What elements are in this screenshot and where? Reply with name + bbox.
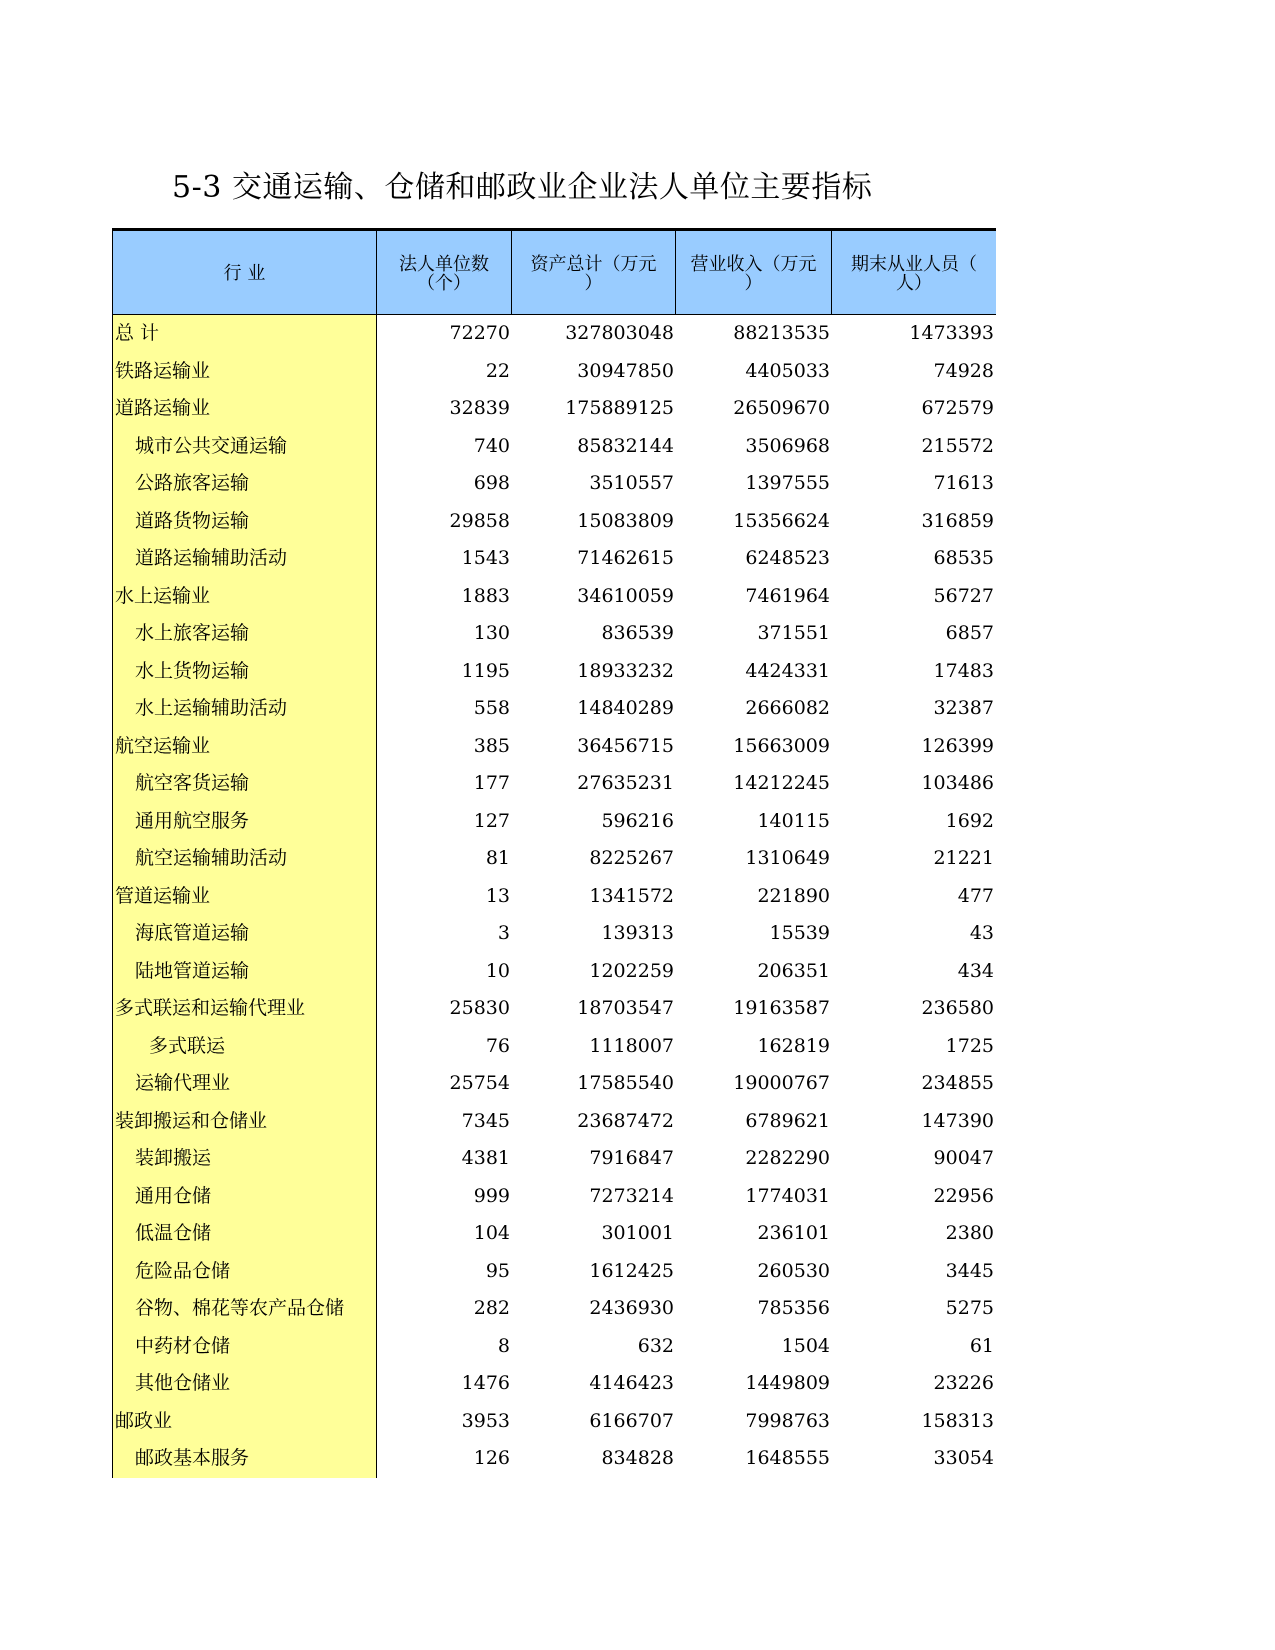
- row-units: 81: [485, 847, 510, 869]
- row-revenue: 2666082: [745, 697, 830, 719]
- row-assets: 8225267: [589, 847, 674, 869]
- row-industry-name: 其他仓储业: [112, 1365, 377, 1403]
- header-assets-line2: ）: [584, 272, 603, 294]
- table-header: [112, 231, 996, 315]
- row-revenue: 1774031: [745, 1184, 830, 1207]
- row-assets: 27635231: [577, 772, 674, 794]
- row-revenue: 236101: [757, 1222, 830, 1244]
- table-row: [112, 653, 996, 691]
- row-employees: 33054: [933, 1447, 994, 1469]
- row-assets: 834828: [601, 1447, 674, 1469]
- table-body: [112, 315, 996, 1478]
- table-row: [112, 428, 996, 466]
- table-row: [112, 1328, 996, 1366]
- row-industry-name: 水上旅客运输: [112, 615, 377, 653]
- table-row: [112, 503, 996, 541]
- row-assets: 17585540: [577, 1072, 674, 1094]
- row-revenue: 7461964: [745, 584, 830, 607]
- header-units-line1: 法人单位数: [399, 253, 489, 275]
- row-employees: 1725: [945, 1034, 994, 1057]
- table-row: [112, 1365, 996, 1403]
- row-revenue: 26509670: [733, 397, 830, 419]
- table-row: [112, 1178, 996, 1216]
- row-industry-name: 通用航空服务: [112, 803, 377, 841]
- row-employees: 316859: [921, 509, 994, 532]
- table-row: [112, 1065, 996, 1103]
- row-employees: 103486: [921, 772, 994, 794]
- row-units: 385: [473, 734, 510, 757]
- row-revenue: 206351: [757, 959, 830, 982]
- row-revenue: 19000767: [733, 1072, 830, 1094]
- row-units: 1476: [461, 1372, 510, 1394]
- row-units: 1883: [461, 584, 510, 607]
- table-row: [112, 690, 996, 728]
- row-assets: 1202259: [589, 959, 674, 982]
- data-table: [112, 228, 996, 1478]
- table-row: [112, 1403, 996, 1441]
- row-revenue: 6789621: [745, 1109, 830, 1132]
- header-assets: [512, 231, 676, 315]
- row-industry-name: 城市公共交通运输: [112, 428, 377, 466]
- row-employees: 2380: [945, 1222, 994, 1244]
- row-units: 740: [473, 434, 510, 457]
- row-employees: 126399: [921, 734, 994, 757]
- row-employees: 147390: [921, 1109, 994, 1132]
- row-revenue: 1449809: [745, 1372, 830, 1394]
- row-units: 104: [473, 1222, 510, 1244]
- table-row: [112, 1028, 996, 1066]
- row-revenue: 162819: [757, 1034, 830, 1057]
- row-revenue: 1397555: [745, 472, 830, 494]
- row-units: 130: [473, 622, 510, 644]
- row-assets: 632: [637, 1334, 674, 1357]
- row-industry-name: 道路运输辅助活动: [112, 540, 377, 578]
- row-employees: 61: [969, 1334, 994, 1357]
- row-industry-name: 运输代理业: [112, 1065, 377, 1103]
- row-industry-name: 道路货物运输: [112, 503, 377, 541]
- row-industry-name: 航空运输业: [112, 728, 377, 766]
- row-units: 10: [485, 959, 510, 982]
- row-units: 177: [473, 772, 510, 794]
- row-assets: 85832144: [577, 434, 674, 457]
- row-industry-name: 总 计: [112, 315, 377, 353]
- row-units: 1543: [461, 547, 510, 569]
- row-assets: 30947850: [577, 359, 674, 382]
- row-revenue: 15663009: [733, 734, 830, 757]
- table-row: [112, 1215, 996, 1253]
- row-employees: 71613: [933, 472, 994, 494]
- table-row: [112, 578, 996, 616]
- row-units: 8: [497, 1334, 510, 1357]
- row-revenue: 1504: [781, 1334, 830, 1357]
- row-assets: 596216: [601, 809, 674, 832]
- row-employees: 22956: [933, 1184, 994, 1207]
- header-industry-label: 行 业: [223, 263, 266, 284]
- row-units: 3953: [461, 1409, 510, 1432]
- row-revenue: 785356: [757, 1297, 830, 1319]
- row-revenue: 2282290: [745, 1147, 830, 1169]
- row-industry-name: 多式联运和运输代理业: [112, 990, 377, 1028]
- row-units: 95: [485, 1259, 510, 1282]
- row-industry-name: 谷物、棉花等农产品仓储: [112, 1290, 377, 1328]
- row-employees: 1692: [945, 809, 994, 832]
- row-units: 13: [485, 884, 510, 907]
- row-assets: 14840289: [577, 697, 674, 719]
- row-employees: 17483: [933, 659, 994, 682]
- row-industry-name: 邮政业: [112, 1403, 377, 1441]
- row-assets: 836539: [601, 622, 674, 644]
- row-revenue: 88213535: [733, 322, 830, 344]
- row-assets: 1118007: [589, 1034, 674, 1057]
- row-industry-name: 水上货物运输: [112, 653, 377, 691]
- row-assets: 1341572: [589, 884, 674, 907]
- row-units: 25754: [449, 1072, 510, 1094]
- table-row: [112, 728, 996, 766]
- row-industry-name: 通用仓储: [112, 1178, 377, 1216]
- row-revenue: 6248523: [745, 547, 830, 569]
- row-units: 72270: [449, 322, 510, 344]
- header-industry: [112, 231, 377, 315]
- row-industry-name: 铁路运输业: [112, 353, 377, 391]
- row-employees: 1473393: [909, 322, 994, 344]
- row-assets: 139313: [601, 922, 674, 944]
- row-assets: 4146423: [589, 1372, 674, 1394]
- table-row: [112, 1290, 996, 1328]
- header-employees-line2: 人）: [896, 272, 932, 294]
- header-assets-line1: 资产总计（万元: [530, 253, 657, 275]
- row-units: 25830: [449, 997, 510, 1019]
- row-industry-name: 航空客货运输: [112, 765, 377, 803]
- table-row: [112, 615, 996, 653]
- row-industry-name: 装卸搬运: [112, 1140, 377, 1178]
- table-row: [112, 540, 996, 578]
- row-revenue: 371551: [757, 622, 830, 644]
- row-revenue: 4405033: [745, 359, 830, 382]
- row-employees: 90047: [933, 1147, 994, 1169]
- table-row: [112, 1253, 996, 1291]
- row-employees: 434: [957, 959, 994, 982]
- row-assets: 71462615: [577, 547, 674, 569]
- row-industry-name: 道路运输业: [112, 390, 377, 428]
- row-units: 22: [485, 359, 510, 382]
- table-row: [112, 1103, 996, 1141]
- row-revenue: 19163587: [733, 997, 830, 1019]
- row-industry-name: 水上运输业: [112, 578, 377, 616]
- row-employees: 23226: [933, 1372, 994, 1394]
- row-revenue: 140115: [757, 809, 830, 832]
- table-row: [112, 465, 996, 503]
- row-industry-name: 装卸搬运和仓储业: [112, 1103, 377, 1141]
- row-assets: 36456715: [577, 734, 674, 757]
- row-revenue: 4424331: [745, 659, 830, 682]
- table-row: [112, 953, 996, 991]
- row-assets: 6166707: [589, 1409, 674, 1432]
- row-employees: 68535: [933, 547, 994, 569]
- table-row: [112, 1440, 996, 1478]
- row-industry-name: 水上运输辅助活动: [112, 690, 377, 728]
- row-employees: 158313: [921, 1409, 994, 1432]
- table-row: [112, 1140, 996, 1178]
- row-assets: 327803048: [565, 322, 674, 344]
- row-employees: 477: [957, 884, 994, 907]
- row-units: 698: [473, 472, 510, 494]
- header-units: [377, 231, 512, 315]
- row-industry-name: 多式联运: [112, 1028, 377, 1066]
- row-industry-name: 中药材仓储: [112, 1328, 377, 1366]
- row-revenue: 1648555: [745, 1447, 830, 1469]
- header-revenue: [676, 231, 832, 315]
- table-row: [112, 915, 996, 953]
- table-row: [112, 990, 996, 1028]
- row-revenue: 15356624: [733, 509, 830, 532]
- row-revenue: 221890: [757, 884, 830, 907]
- row-units: 1195: [461, 659, 510, 682]
- table-row: [112, 803, 996, 841]
- row-employees: 215572: [921, 434, 994, 457]
- row-employees: 3445: [945, 1259, 994, 1282]
- row-employees: 672579: [921, 397, 994, 419]
- table-row: [112, 315, 996, 353]
- row-employees: 43: [969, 922, 994, 944]
- row-employees: 32387: [933, 697, 994, 719]
- row-assets: 7273214: [589, 1184, 674, 1207]
- row-employees: 6857: [945, 622, 994, 644]
- row-revenue: 260530: [757, 1259, 830, 1282]
- header-employees-line1: 期末从业人员（: [851, 253, 977, 275]
- row-units: 76: [485, 1034, 510, 1057]
- row-industry-name: 航空运输辅助活动: [112, 840, 377, 878]
- table-row: [112, 878, 996, 916]
- table-row: [112, 390, 996, 428]
- row-units: 4381: [461, 1147, 510, 1169]
- table-row: [112, 353, 996, 391]
- header-revenue-line2: ）: [744, 272, 763, 294]
- row-assets: 301001: [601, 1222, 674, 1244]
- row-employees: 234855: [921, 1072, 994, 1094]
- table-row: [112, 765, 996, 803]
- row-revenue: 7998763: [745, 1409, 830, 1432]
- table-row: [112, 840, 996, 878]
- row-industry-name: 陆地管道运输: [112, 953, 377, 991]
- row-assets: 7916847: [589, 1147, 674, 1169]
- row-assets: 34610059: [577, 584, 674, 607]
- row-units: 7345: [461, 1109, 510, 1132]
- row-assets: 1612425: [589, 1259, 674, 1282]
- row-assets: 18703547: [577, 997, 674, 1019]
- row-industry-name: 海底管道运输: [112, 915, 377, 953]
- row-assets: 175889125: [565, 397, 674, 419]
- row-industry-name: 危险品仓储: [112, 1253, 377, 1291]
- row-revenue: 1310649: [745, 847, 830, 869]
- row-revenue: 15539: [769, 922, 830, 944]
- header-units-line2: （个）: [417, 272, 471, 294]
- row-assets: 3510557: [589, 472, 674, 494]
- row-units: 999: [473, 1184, 510, 1207]
- row-assets: 18933232: [577, 659, 674, 682]
- row-units: 126: [473, 1447, 510, 1469]
- row-employees: 236580: [921, 997, 994, 1019]
- row-employees: 56727: [933, 584, 994, 607]
- row-assets: 23687472: [577, 1109, 674, 1132]
- row-units: 558: [473, 697, 510, 719]
- row-industry-name: 公路旅客运输: [112, 465, 377, 503]
- row-units: 3: [497, 922, 510, 944]
- row-units: 32839: [449, 397, 510, 419]
- header-employees: [832, 231, 996, 315]
- row-units: 29858: [449, 509, 510, 532]
- row-employees: 5275: [945, 1297, 994, 1319]
- header-revenue-line1: 营业收入（万元: [690, 253, 817, 275]
- row-units: 282: [473, 1297, 510, 1319]
- row-assets: 2436930: [589, 1297, 674, 1319]
- row-industry-name: 管道运输业: [112, 878, 377, 916]
- row-revenue: 3506968: [745, 434, 830, 457]
- page-title: 5-3 交通运输、仓储和邮政业企业法人单位主要指标: [172, 170, 873, 205]
- row-assets: 15083809: [577, 509, 674, 532]
- row-units: 127: [473, 809, 510, 832]
- row-employees: 21221: [933, 847, 994, 869]
- row-revenue: 14212245: [733, 772, 830, 794]
- row-employees: 74928: [933, 359, 994, 382]
- row-industry-name: 邮政基本服务: [112, 1440, 377, 1478]
- row-industry-name: 低温仓储: [112, 1215, 377, 1253]
